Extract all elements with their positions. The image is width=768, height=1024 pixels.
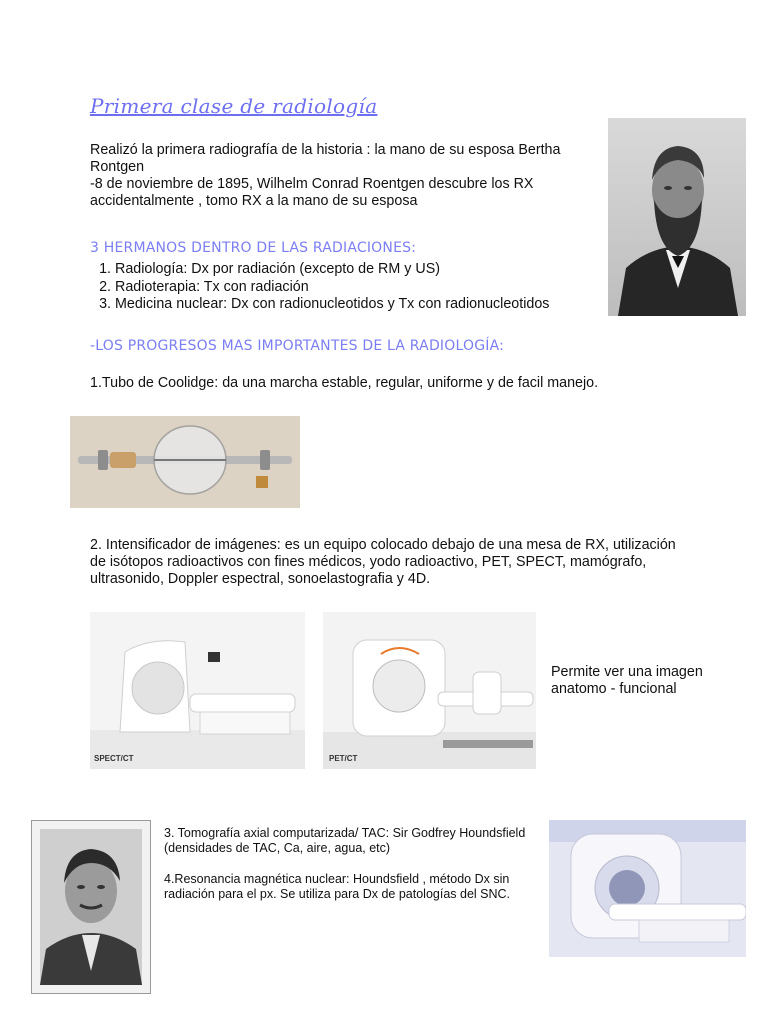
hermanos-list (90, 261, 635, 314)
pet-ct-image (323, 612, 536, 769)
caption-pet: PET/CT (329, 754, 358, 763)
list-item: 1. Radiología: Dx por radiación (excepto de RM y US) (115, 261, 635, 279)
intro-text (90, 142, 595, 210)
page-title: Primera clase de radiología (90, 94, 378, 118)
caption-spect: SPECT/CT (94, 754, 134, 763)
progreso-item-4: 4.Resonancia magnética nuclear: Houndsfield , método Dx sin radiación para el px. Se utiliza para Dx de patologías del SNC. (164, 872, 511, 901)
spect-ct-image (90, 612, 305, 769)
coolidge-tube-image (70, 416, 300, 508)
list-item: 3. Medicina nuclear: Dx con radionucleotidos y Tx con radionucleotidos (115, 296, 635, 314)
heading-progresos: -LOS PROGRESOS MAS IMPORTANTES DE LA RADIOLOGÍA: (90, 338, 505, 354)
progreso-item-1: 1.Tubo de Coolidge: da una marcha estable, regular, uniforme y de facil manejo. (90, 375, 599, 391)
list-item: 2. Radioterapia: Tx con radiación (115, 279, 635, 297)
progreso-item-3: 3. Tomografía axial computarizada/ TAC: Sir Godfrey Houndsfield (densidades de TAC, Ca, aire, agua, etc) (164, 826, 526, 855)
hounsfield-portrait (31, 820, 151, 994)
heading-hermanos: 3 HERMANOS DENTRO DE LAS RADIACIONES: (90, 240, 417, 256)
side-note: Permite ver una imagen anatomo - funcional (551, 664, 703, 697)
intro-line-2: -8 de noviembre de 1895, Wilhelm Conrad Roentgen descubre los RX accidentalmente , tomo RX a la mano de su esposa (90, 176, 534, 209)
mri-image (549, 820, 746, 957)
intro-line-1: Realizó la primera radiografía de la historia : la mano de su esposa Bertha Rontgen (90, 142, 561, 175)
progreso-item-2: 2. Intensificador de imágenes: es un equipo colocado debajo de una mesa de RX, utilización de isótopos radioactivos con fines médicos, yodo radioactivo, PET, SPECT, mamógrafo, ultrasonido, Doppler espectral, sonoelastografia y 4D. (90, 537, 676, 587)
